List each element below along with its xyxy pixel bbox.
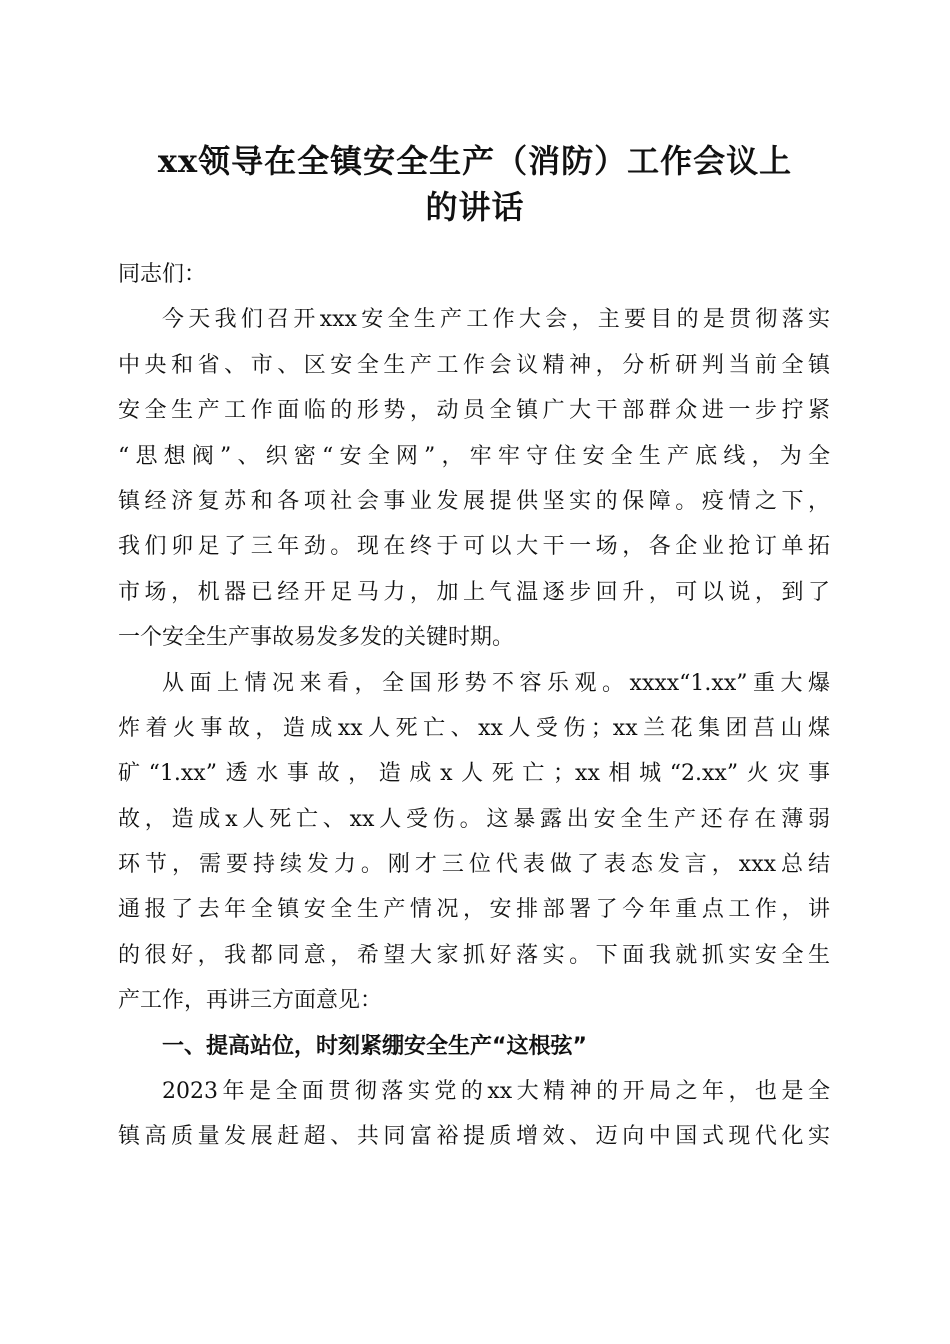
paragraph-1-line: 今天我们召开xxx安全生产工作大会，主要目的是贯彻落实 [162, 307, 830, 333]
paragraph-1-line: 安全生产工作面临的形势，动员全镇广大干部群众进一步拧紧 [118, 398, 830, 424]
title-line: xx领导在全镇安全生产（消防）工作会议上 [157, 142, 793, 180]
paragraph-2-line: 的很好，我都同意，希望大家抓好落实。下面我就抓实安全生 [118, 942, 830, 968]
document-body [118, 252, 830, 1160]
paragraph-2-line: 从面上情况来看，全国形势不容乐观。xxxx“1.xx”重大爆 [162, 670, 830, 696]
paragraph-2-line: 通报了去年全镇安全生产情况，安排部署了今年重点工作，讲 [118, 897, 830, 923]
paragraph-2-line: 产工作，再讲三方面意见： [118, 988, 383, 1014]
paragraph-1-line: 中央和省、市、区安全生产工作会议精神，分析研判当前全镇 [118, 352, 830, 378]
document-title [100, 138, 850, 230]
salutation: 同志们： [118, 262, 207, 287]
paragraph-2-line: 故，造成x人死亡、xx人受伤。这暴露出安全生产还存在薄弱 [118, 806, 830, 832]
paragraph-2-line: 环节，需要持续发力。刚才三位代表做了表态发言，xxx总结 [118, 852, 830, 878]
paragraph-1-line: 市场，机器已经开足马力，加上气温逐步回升，可以说，到了 [118, 579, 830, 605]
paragraph-2-line: 炸着火事故，造成xx人死亡、xx人受伤；xx兰花集团莒山煤 [118, 715, 830, 741]
paragraph-1-line: 一个安全生产事故易发多发的关键时期。 [118, 625, 515, 651]
section-heading-1: 一、提高站位，时刻紧绷安全生产“这根弦” [162, 1033, 587, 1059]
paragraph-1-line: “思想阀”、织密“安全网”，牢牢守住安全生产底线，为全 [118, 443, 830, 469]
paragraph-2-line: 矿“1.xx”透水事故，造成x人死亡；xx相城“2.xx”火灾事 [118, 761, 830, 787]
title-line: 的讲话 [425, 188, 525, 226]
paragraph-1-line: 镇经济复苏和各项社会事业发展提供坚实的保障。疫情之下， [118, 488, 830, 514]
paragraph-3-line: 镇高质量发展赶超、共同富裕提质增效、迈向中国式现代化实 [118, 1124, 830, 1150]
paragraph-1-line: 我们卯足了三年劲。现在终于可以大干一场，各企业抢订单拓 [118, 534, 830, 560]
paragraph-3-line: 2023年是全面贯彻落实党的xx大精神的开局之年，也是全 [162, 1079, 830, 1105]
